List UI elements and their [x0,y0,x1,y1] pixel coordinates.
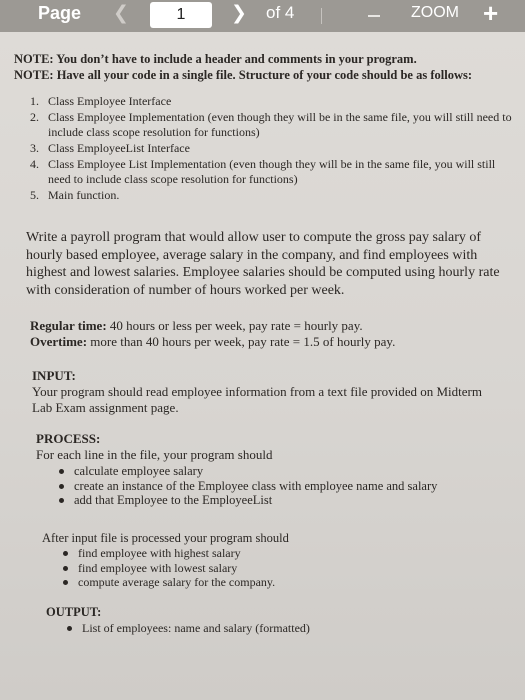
regular-time-label: Regular time: [30,318,107,333]
input-text: Your program should read employee information from a text file provided on Midterm Lab Exam assignment page. [32,384,482,415]
page-number-input[interactable]: 1 [150,2,212,28]
output-heading: OUTPUT: [46,605,102,619]
list-item: 3. Class EmployeeList Interface [30,141,190,155]
overtime-rule [30,334,500,350]
overtime-label: Overtime: [30,334,88,349]
after-list [60,546,490,590]
zoom-label: ZOOM [411,4,459,21]
process-intro: For each line in the file, your program should [36,447,273,462]
list-item: find employee with highest salary [60,546,490,561]
list-item: create an instance of the Employee class with employee name and salary [56,479,506,494]
list-item: 1. Class Employee Interface [30,94,172,108]
list-item: calculate employee salary [56,464,506,479]
process-heading: PROCESS: [36,431,101,446]
note-1: NOTE: You don’t have to include a header and comments in your program. [14,52,417,66]
page-count: of 4 [266,3,295,22]
assignment-intro: Write a payroll program that would allow user to compute the gross pay salary of hourly based employee, average salary in the company, and find employees with highest and lowest salaries. Employee salaries should be computed using hourly rate with consideration of number of hours worked per week. [26,230,500,298]
regular-time-text: 40 hours or less per week, pay rate = hourly pay. [106,318,363,333]
list-item: List of employees: name and salary (formatted) [64,621,484,636]
document-page [0,32,525,700]
list-item: 4. Class Employee List Implementation (even though they will be in the same file, you will still need to include class scope resolution for functions) [30,157,496,186]
list-item: 5. Main function. [30,188,120,202]
list-item: compute average salary for the company. [60,575,490,590]
overtime-text: more than 40 hours per week, pay rate = 1.5 of hourly pay. [87,334,396,349]
list-item: find employee with lowest salary [60,561,490,576]
regular-time-rule [30,318,500,334]
after-intro: After input file is processed your program should [42,531,289,545]
list-item: add that Employee to the EmployeeList [56,493,506,508]
chevron-left-icon[interactable]: ❮ [113,3,129,24]
minus-icon[interactable] [368,15,380,17]
process-list [56,464,506,508]
chevron-right-icon[interactable]: ❯ [231,3,247,24]
list-item: 2. Class Employee Implementation (even though they will be in the same file, you will still need to include class scope resolution for functions) [30,110,512,139]
page-label: Page [38,3,82,23]
note-2: NOTE: Have all your code in a single file. Structure of your code should be as follows: [14,68,472,82]
output-list [64,621,484,636]
toolbar-divider [321,8,322,24]
plus-icon[interactable]: + [483,0,499,28]
input-heading: INPUT: [32,368,76,383]
code-structure-list [30,94,516,204]
pdf-toolbar [0,0,525,32]
